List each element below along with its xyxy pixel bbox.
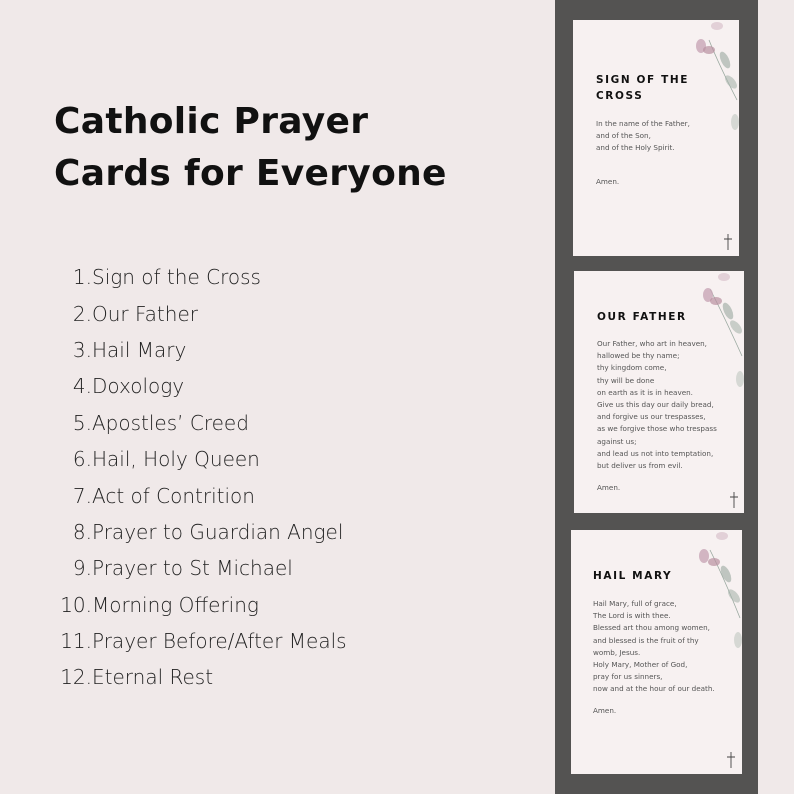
prayer-list: [56, 259, 347, 696]
card-amen: Amen.: [593, 706, 617, 715]
list-item: [56, 368, 347, 404]
card-line: Our Father, who art in heaven,: [597, 339, 707, 348]
cross-icon: [722, 233, 734, 251]
card-line: but deliver us from evil.: [597, 461, 683, 471]
card-line: Blessed art thou among women,: [593, 623, 710, 633]
list-number: 9.: [72, 556, 92, 581]
list-label: Prayer to Guardian Angel: [92, 519, 344, 544]
card-line: Give us this day our daily bread,: [597, 400, 714, 410]
card-line: Holy Mary, Mother of God,: [593, 660, 688, 670]
list-label: Hail Mary: [92, 337, 187, 362]
card-line: thy kingdom come,: [597, 363, 667, 373]
list-item: [56, 514, 347, 550]
card-our-father: [574, 271, 744, 513]
card-line: on earth as it is in heaven.: [597, 387, 693, 397]
list-label: Doxology: [92, 374, 185, 399]
cross-icon: [728, 491, 740, 509]
list-number: 8.: [72, 519, 92, 544]
list-item: [56, 259, 347, 295]
list-number: 6.: [72, 447, 92, 472]
list-item: [56, 550, 347, 586]
list-number: 3.: [72, 337, 92, 362]
card-sign-of-the-cross: [573, 20, 739, 256]
card-body: [597, 338, 717, 472]
card-line: The Lord is with thee.: [593, 611, 671, 621]
list-number: 4.: [72, 374, 92, 399]
list-item: [56, 332, 347, 368]
card-title-line: SIGN OF THE: [596, 74, 690, 86]
list-number: 10.: [60, 592, 92, 617]
list-number: 2.: [72, 301, 92, 326]
card-line: and lead us not into temptation,: [597, 448, 714, 458]
list-label: Sign of the Cross: [92, 265, 261, 290]
list-item: [56, 441, 347, 477]
list-number: 1.: [72, 265, 92, 290]
list-label: Apostles’ Creed: [92, 410, 249, 435]
list-label: Prayer to St Michael: [92, 556, 293, 581]
list-number: 7.: [72, 483, 92, 508]
list-number: 12.: [60, 665, 92, 690]
list-label: Prayer Before/After Meals: [92, 629, 347, 654]
card-line: against us;: [597, 436, 637, 446]
card-body: [593, 598, 715, 696]
title-line-2: Cards for Everyone: [54, 153, 447, 194]
card-line: Hail Mary, full of grace,: [593, 599, 677, 608]
card-line: and forgive us our trespasses,: [597, 412, 706, 422]
card-line: and of the Son,: [596, 131, 651, 141]
list-label: Act of Contrition: [92, 483, 255, 508]
list-item: [56, 587, 347, 623]
list-label: Eternal Rest: [92, 665, 214, 690]
card-hail-mary: [571, 530, 742, 774]
card-amen: Amen.: [596, 177, 620, 186]
card-line: pray for us sinners,: [593, 672, 663, 682]
card-line: hallowed be thy name;: [597, 351, 680, 361]
card-title: [597, 309, 687, 325]
card-title-line: CROSS: [596, 90, 644, 102]
list-item: [56, 295, 347, 331]
card-line: now and at the hour of our death.: [593, 684, 715, 694]
list-number: 11.: [60, 629, 92, 654]
page-title: [54, 96, 447, 200]
list-item: [56, 477, 347, 513]
list-item: [56, 405, 347, 441]
card-body: [596, 118, 690, 155]
card-line: and of the Holy Spirit.: [596, 143, 675, 153]
card-line: womb, Jesus.: [593, 647, 641, 657]
card-title-line: HAIL MARY: [593, 570, 673, 582]
list-label: Morning Offering: [92, 592, 259, 617]
card-amen: Amen.: [597, 483, 621, 492]
card-line: In the name of the Father,: [596, 119, 690, 128]
card-title-line: OUR FATHER: [597, 311, 687, 323]
card-title: [596, 72, 689, 104]
card-title: [593, 568, 672, 584]
card-line: as we forgive those who trespass: [597, 424, 717, 434]
list-label: Hail, Holy Queen: [92, 447, 260, 472]
title-line-1: Catholic Prayer: [54, 101, 369, 142]
card-line: and blessed is the fruit of thy: [593, 635, 699, 645]
list-number: 5.: [72, 410, 92, 435]
card-line: thy will be done: [597, 375, 655, 385]
list-item: [56, 623, 347, 659]
list-label: Our Father: [92, 301, 198, 326]
list-item: [56, 659, 347, 695]
cross-icon: [725, 751, 737, 769]
